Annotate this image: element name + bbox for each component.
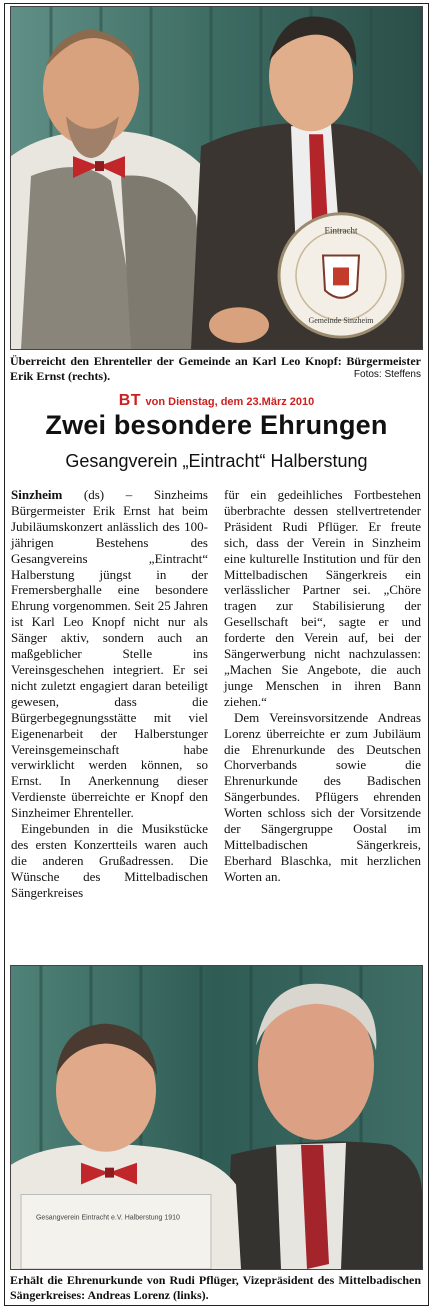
- photo-bottom-caption: Erhält die Ehrenurkunde von Rudi Pflüger, Vizepräsident des Mittelbadischen Sängerkreises: Andreas Lorenz (links).: [10, 1273, 421, 1302]
- article-paragraph: [11, 487, 208, 821]
- article-headline: Zwei besondere Ehrungen: [45, 410, 388, 440]
- photo-credit: Fotos: Steffens: [353, 369, 421, 380]
- photo-top-caption-text: Überreicht den Ehrenteller der Gemeinde an Karl Leo Knopf: Bürgermeister Erik Ernst (rechts).: [10, 354, 421, 383]
- photo-certificate: [10, 965, 423, 1270]
- certificate-text: Gesangverein Eintracht e.V. Halberstung 1910: [36, 1214, 180, 1222]
- article-column-left: [11, 487, 208, 901]
- photo-top-image: [11, 7, 422, 349]
- plate-text-top: Eintracht: [324, 225, 358, 236]
- article-paragraph: Eingebunden in die Musikstücke des ersten Konzertteils waren auch die anderen Grußadressen. Die Wünsche des Mittelbadischen Sängerkreises: [11, 821, 208, 900]
- source-line: [0, 392, 433, 410]
- photo-award-plate: [10, 6, 423, 350]
- article-subheadline: Gesangverein „Eintracht“ Halberstung: [65, 451, 368, 471]
- source-badge: BT: [118, 392, 142, 409]
- dateline: Sinzheim: [11, 487, 63, 502]
- article-paragraph: Dem Vereinsvorsitzende Andreas Lorenz überreichte er zum Jubiläum die Ehrenurkunde des Deutschen Chorverbands sowie die Ehrenurkunde des Badischen Sängerbundes. Pflügers ehrenden Worten schloss sich der Vorsitzende der Sängergruppe Oostal im Mittelbadischen Sängerkreis, Eberhard Blaschka, mit herzlichen Worten an.: [224, 709, 421, 884]
- article-paragraph: für ein gedeihliches Fortbestehen überbrachte dessen stellvertretender Präsident Rudi Pflüger. Er freute sich, dass der Verein in Sinzheim eine kulturelle Institution und für den Mittelbadischen Sängerkreis ein verlässlicher Partner sei. „Chöre tragen zur Stabilisierung der Gesellschaft bei“, sagte er und forderte den Verein auf, bei der Sängerwerbung nicht nachzulassen: „Machen Sie Angebote, die auch junge Menschen in ihren Bann ziehen.“: [224, 487, 421, 709]
- source-date: von Dienstag, dem 23.März 2010: [145, 396, 315, 408]
- photo-bottom-image: [11, 966, 422, 1269]
- plate-text-bottom: Gemeinde Sinzheim: [308, 316, 374, 326]
- paragraph-text: (ds) – Sinzheims Bürgermeister Erik Ernst hat beim Jubiläumskonzert anlässlich des 100-jährigen Bestehens des Gesangvereins „Eintracht“ Halberstung jüngst in der Fremersberghalle eine besondere Ehrung vorgenommen. Seit 25 Jahren ist Karl Leo Knopf nicht nur als Sänger aktiv, sondern auch an maßgeblicher Stelle ins Vereinsgeschehen integriert. Er sei nicht zuletzt engagiert daran beteiligt gewesen, dass die Bürgerbegegnungsstätte mit viel Eigenenarbeit der Halberstunger Vereinsgemeinschaft habe verwirklicht werden können, so Ernst. In Anerkennung dieser Verdienste überreichte er Knopf den Sinzheimer Ehrenteller.: [11, 487, 208, 821]
- article-column-right: [224, 487, 421, 885]
